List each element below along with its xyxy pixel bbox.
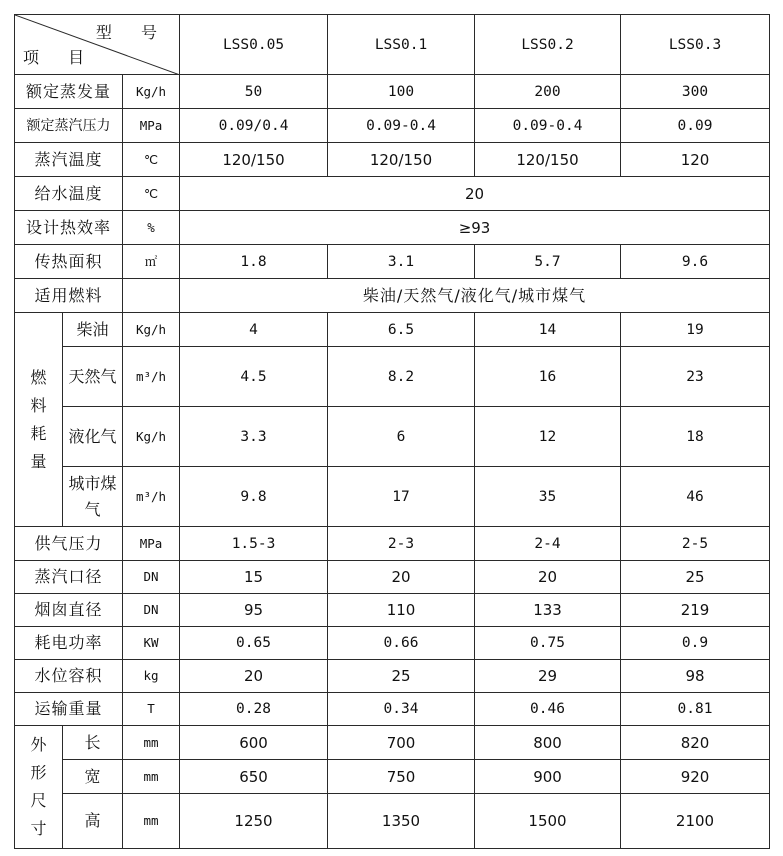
table-row — [15, 467, 770, 527]
dimensions-group-label — [15, 726, 63, 849]
table-cell: 1500 — [475, 794, 621, 849]
sub-row-label: 长 — [63, 726, 123, 760]
row-unit: m³/h — [123, 467, 180, 527]
table-cell: 650 — [180, 760, 328, 794]
table-cell: 23 — [621, 347, 770, 407]
table-cell: 120 — [621, 143, 770, 177]
table-cell: 8.2 — [328, 347, 475, 407]
consumption-group-label — [15, 313, 63, 527]
row-unit: mm — [123, 794, 180, 849]
table-cell: 4 — [180, 313, 328, 347]
row-unit: DN — [123, 594, 180, 627]
table-cell: 20 — [180, 660, 328, 693]
model-header-2: LSS0.1 — [328, 15, 475, 75]
model-header-3: LSS0.2 — [475, 15, 621, 75]
row-label: 蒸汽温度 — [15, 143, 123, 177]
table-cell: 17 — [328, 467, 475, 527]
row-unit: KW — [123, 627, 180, 660]
sub-row-label: 天然气 — [63, 347, 123, 407]
table-cell: 2-4 — [475, 527, 621, 561]
group-char: 料 — [30, 395, 47, 415]
table-cell: 2-3 — [328, 527, 475, 561]
table-row — [15, 75, 770, 109]
row-label: 设计热效率 — [15, 211, 123, 245]
spec-table — [14, 14, 770, 849]
table-cell: 4.5 — [180, 347, 328, 407]
table-cell: 98 — [621, 660, 770, 693]
table-row — [15, 660, 770, 693]
row-label: 水位容积 — [15, 660, 123, 693]
row-unit — [123, 279, 180, 313]
table-cell: 700 — [328, 726, 475, 760]
table-cell: 16 — [475, 347, 621, 407]
table-cell: 200 — [475, 75, 621, 109]
table-cell: 1250 — [180, 794, 328, 849]
table-cell: 0.09-0.4 — [475, 109, 621, 143]
group-char: 耗 — [30, 423, 47, 443]
row-unit: T — [123, 693, 180, 726]
group-char: 外 — [30, 735, 47, 754]
table-cell: 800 — [475, 726, 621, 760]
table-row — [15, 693, 770, 726]
row-unit: mm — [123, 760, 180, 794]
table-cell: 120/150 — [180, 143, 328, 177]
table-row — [15, 211, 770, 245]
table-cell: 25 — [328, 660, 475, 693]
table-cell: 95 — [180, 594, 328, 627]
table-cell: 0.75 — [475, 627, 621, 660]
table-cell: 15 — [180, 561, 328, 594]
model-header-1: LSS0.05 — [180, 15, 328, 75]
table-cell: 5.7 — [475, 245, 621, 279]
table-cell: 20 — [475, 561, 621, 594]
table-cell: 3.3 — [180, 407, 328, 467]
table-cell: 0.09/0.4 — [180, 109, 328, 143]
row-label: 额定蒸汽压力 — [15, 109, 123, 143]
table-cell: 0.65 — [180, 627, 328, 660]
table-cell: 600 — [180, 726, 328, 760]
table-cell: 0.09-0.4 — [328, 109, 475, 143]
sub-row-label: 液化气 — [63, 407, 123, 467]
table-cell: 9.6 — [621, 245, 770, 279]
table-cell: 0.09 — [621, 109, 770, 143]
table-cell: 35 — [475, 467, 621, 527]
table-row — [15, 726, 770, 760]
model-header-4: LSS0.3 — [621, 15, 770, 75]
table-cell: 750 — [328, 760, 475, 794]
table-cell: 0.34 — [328, 693, 475, 726]
row-label: 耗电功率 — [15, 627, 123, 660]
group-char: 尺 — [30, 791, 47, 810]
table-cell: 3.1 — [328, 245, 475, 279]
table-row — [15, 279, 770, 313]
table-row — [15, 347, 770, 407]
table-row — [15, 109, 770, 143]
group-char: 形 — [30, 763, 47, 782]
table-cell: 20 — [328, 561, 475, 594]
row-unit: % — [123, 211, 180, 245]
table-cell: 820 — [621, 726, 770, 760]
table-row — [15, 177, 770, 211]
table-cell: 6 — [328, 407, 475, 467]
table-cell: 920 — [621, 760, 770, 794]
table-cell: 25 — [621, 561, 770, 594]
table-row — [15, 245, 770, 279]
header-row — [15, 15, 770, 75]
table-cell: 120/150 — [475, 143, 621, 177]
table-cell: 900 — [475, 760, 621, 794]
table-cell: 6.5 — [328, 313, 475, 347]
table-cell: 2-5 — [621, 527, 770, 561]
row-label: 蒸汽口径 — [15, 561, 123, 594]
table-cell: 46 — [621, 467, 770, 527]
table-row — [15, 794, 770, 849]
table-row — [15, 760, 770, 794]
table-cell: 29 — [475, 660, 621, 693]
table-cell: 14 — [475, 313, 621, 347]
table-row — [15, 143, 770, 177]
table-cell: 0.9 — [621, 627, 770, 660]
row-label: 供气压力 — [15, 527, 123, 561]
row-label: 给水温度 — [15, 177, 123, 211]
row-unit: mm — [123, 726, 180, 760]
group-char: 量 — [30, 451, 47, 471]
table-cell: 50 — [180, 75, 328, 109]
table-cell: 1.8 — [180, 245, 328, 279]
row-unit: MPa — [123, 527, 180, 561]
item-header-label: 项 目 — [23, 48, 97, 67]
table-cell: 19 — [621, 313, 770, 347]
table-cell: 9.8 — [180, 467, 328, 527]
table-cell: 18 — [621, 407, 770, 467]
sub-row-label: 柴油 — [63, 313, 123, 347]
table-cell: 1.5-3 — [180, 527, 328, 561]
table-cell: ≥93 — [180, 211, 770, 245]
table-row — [15, 527, 770, 561]
table-cell: 0.28 — [180, 693, 328, 726]
group-char: 燃 — [30, 367, 47, 387]
corner-header-cell — [15, 15, 180, 75]
row-unit: Kg/h — [123, 407, 180, 467]
row-unit: kg — [123, 660, 180, 693]
row-unit: ℃ — [123, 143, 180, 177]
row-label: 适用燃料 — [15, 279, 123, 313]
sub-row-label: 城市煤气 — [63, 467, 123, 527]
table-cell: 300 — [621, 75, 770, 109]
table-cell: 100 — [328, 75, 475, 109]
row-label: 额定蒸发量 — [15, 75, 123, 109]
table-cell: 20 — [180, 177, 770, 211]
table-row — [15, 594, 770, 627]
row-unit: Kg/h — [123, 313, 180, 347]
table-cell: 0.81 — [621, 693, 770, 726]
row-unit: ℃ — [123, 177, 180, 211]
table-cell: 110 — [328, 594, 475, 627]
table-row — [15, 627, 770, 660]
table-cell: 柴油/天然气/液化气/城市煤气 — [180, 279, 770, 313]
table-cell: 2100 — [621, 794, 770, 849]
table-cell: 0.66 — [328, 627, 475, 660]
sub-row-label: 宽 — [63, 760, 123, 794]
row-unit: m³/h — [123, 347, 180, 407]
row-label: 运输重量 — [15, 693, 123, 726]
row-unit: Kg/h — [123, 75, 180, 109]
sub-row-label: 高 — [63, 794, 123, 849]
table-cell: 120/150 — [328, 143, 475, 177]
table-row — [15, 407, 770, 467]
table-row — [15, 313, 770, 347]
row-label: 烟囱直径 — [15, 594, 123, 627]
row-unit: MPa — [123, 109, 180, 143]
model-header-label: 型 号 — [95, 23, 170, 42]
table-cell: 1350 — [328, 794, 475, 849]
table-cell: 219 — [621, 594, 770, 627]
table-cell: 133 — [475, 594, 621, 627]
table-cell: 0.46 — [475, 693, 621, 726]
group-char: 寸 — [30, 819, 47, 838]
row-unit: ㎡ — [123, 245, 180, 279]
row-label: 传热面积 — [15, 245, 123, 279]
row-unit: DN — [123, 561, 180, 594]
table-row — [15, 561, 770, 594]
table-cell: 12 — [475, 407, 621, 467]
